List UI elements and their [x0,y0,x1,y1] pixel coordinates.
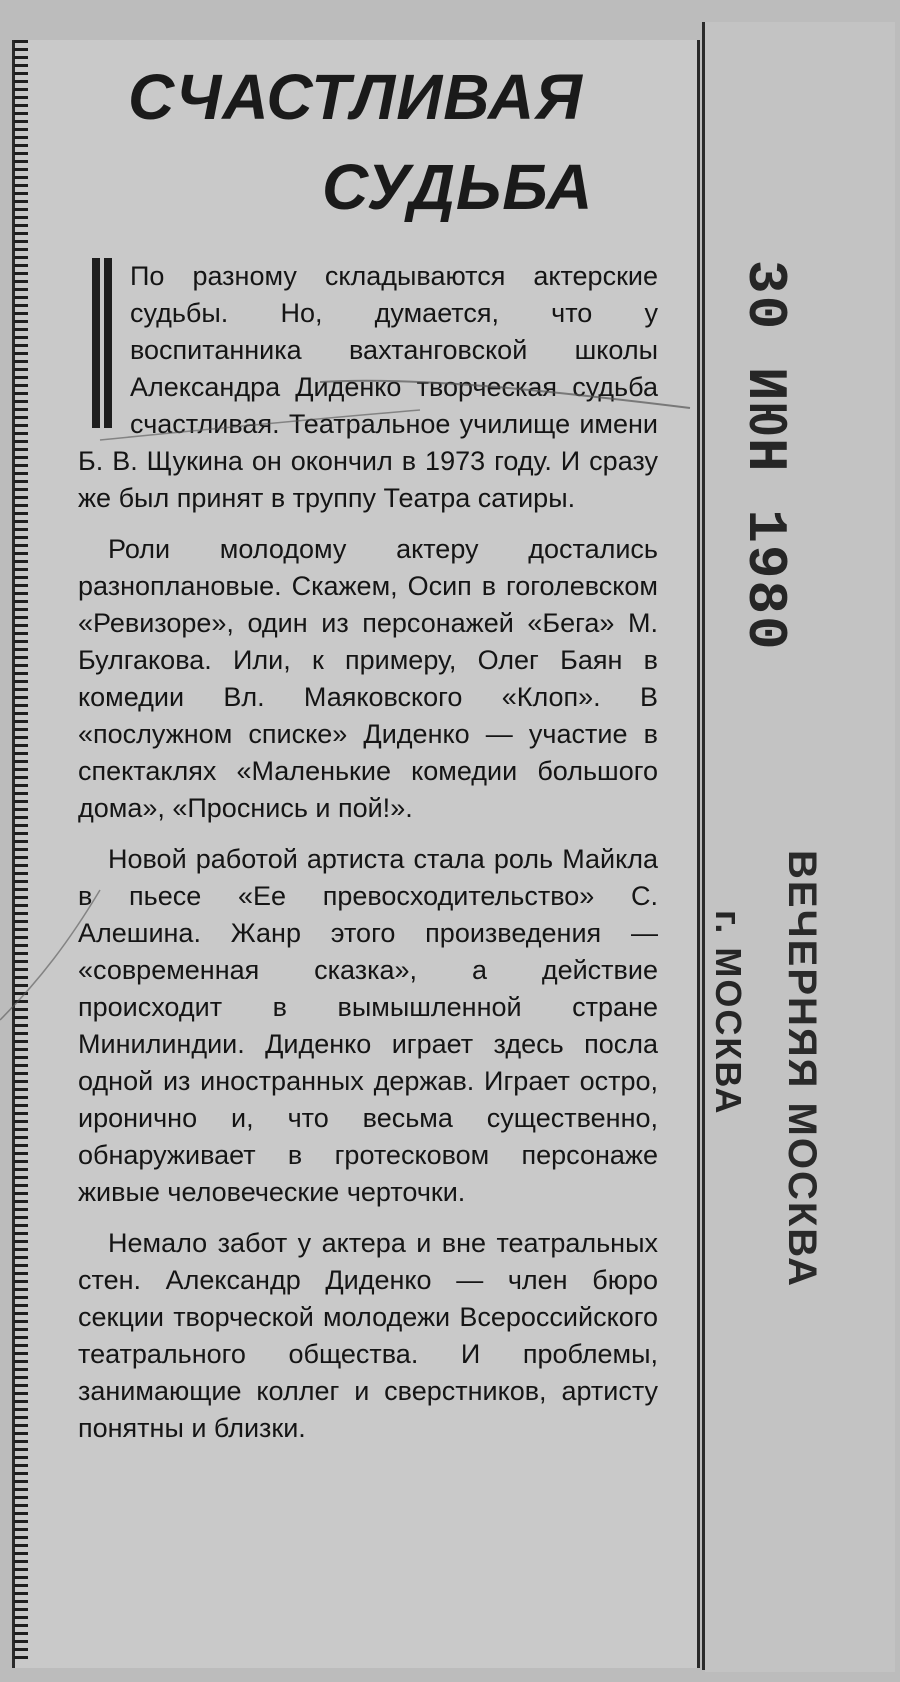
stamp-newspaper-name: ВЕЧЕРНЯЯ МОСКВА [780,850,824,1289]
article-body [78,258,658,1461]
headline-line-1: СЧАСТЛИВАЯ [128,61,583,133]
article-headline [60,52,660,232]
article-paragraph-4: Немало забот у актера и вне театральных стен. Александр Диденко — член бюро секции творческой молодежи Всероссийского театрального общества. И проблемы, занимающие коллег и сверстников, артисту понятны и близки. [78,1228,658,1443]
stamp-city: г. МОСКВА [708,910,749,1116]
drop-initial-space [78,258,130,434]
stamp-date: 30 ИЮН 1980 [733,260,797,652]
article-paragraph-2: Роли молодому актеру достались разноплановые. Скажем, Осип в гоголевском «Ревизоре», один из персонажей «Бега» М. Булгакова. Или, к примеру, Олег Баян в комедии Вл. Маяковского «Клоп». В «послужном списке» Диденко — участие в спектаклях «Маленькие комедии большого дома», «Проснись и пой!». [78,534,658,823]
column-rule [702,22,705,1670]
article-paragraph-1: По разному складываются актерские судьбы. Но, думается, что у воспитанника вахтанговской школы Александра Диденко творческая судьба счастливая. Театральное училище имени Б. В. Щукина он окончил в 1973 году. И сразу же был принят в труппу Театра сатиры. [78,261,658,513]
article-paragraph-3: Новой работой артиста стала роль Майкла в пьесе «Ее превосходительство» С. Алешина. Жанр этого произведения — «современная сказка», а действие происходит в вымышленной стране Минилиндии. Диденко играет здесь посла одной из иностранных держав. Играет остро, иронично и, что весьма существенно, обнаруживает в гротесковом персонаже живые человеческие черточки. [78,844,658,1207]
perforated-edge [14,40,28,1660]
headline-line-2: СУДЬБА [322,151,594,223]
